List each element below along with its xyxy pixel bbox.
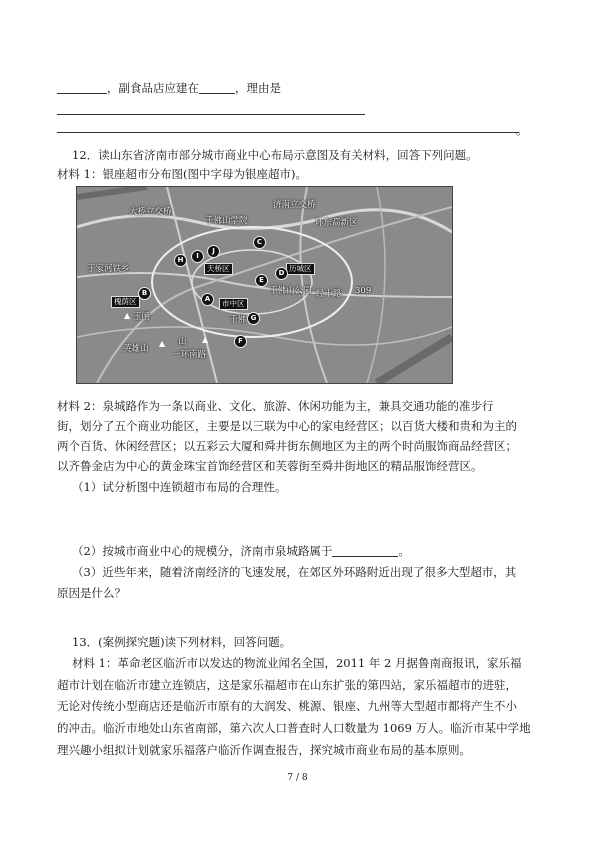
- pin-J[interactable]: J: [207, 245, 220, 258]
- answer-blank[interactable]: [332, 544, 398, 557]
- label-qianfo-xueyuan: 千佛山学院: [205, 216, 248, 226]
- q13-line-5: 理兴趣小组拟计划就家乐福落户临沂作调查报告，探究城市商业布局的基本原则。: [57, 743, 471, 757]
- answer-blank[interactable]: [57, 81, 107, 94]
- sub-question-1: （1）试分析图中连锁超市布局的合理性。: [72, 480, 287, 494]
- label-yuji: 于家河铁乡: [87, 264, 130, 274]
- pin-G[interactable]: G: [247, 312, 260, 325]
- label-qianfo: 千佛: [229, 315, 247, 325]
- sub-question-3-line-1: （3）近些年来，随着济南经济的飞速发展，在郊区外环路附近出现了很多大型超市，其: [72, 565, 517, 579]
- q13-intro: 13．(案例探究题)读下列材料，回答问题。: [72, 635, 292, 649]
- pin-I[interactable]: I: [191, 250, 204, 263]
- pin-A[interactable]: A: [201, 293, 214, 306]
- q13-line-3: 无论对传统小型商店还是临沂市原有的大润发、桃源、银座、九州等大型超市都将产生不小: [57, 699, 517, 713]
- pin-F[interactable]: F: [234, 335, 247, 348]
- label-shizhong: 市中区: [219, 298, 248, 310]
- material-2-line-3: 两个百货、休闲经营区；以五彩云大厦和舜井街东侧地区为主的两个时尚服饰商品经营区；: [57, 439, 517, 453]
- label-yingxiong: 英雄山: [123, 344, 149, 354]
- end-mark: 。: [516, 123, 528, 137]
- label-s309: 309: [355, 286, 372, 296]
- label-qianfo-park: 千佛山公园: [269, 286, 312, 296]
- sub-question-2: （2）按城市商业中心的规模分，济南市泉城路属于 。: [72, 544, 410, 558]
- mountain-icon: ▲: [124, 311, 131, 320]
- label-jinan-station: 济南立交桥: [273, 200, 316, 210]
- q13-line-2: 超市计划在临沂市建立连锁店，这是家乐福超市在山东扩张的第四站，家乐福超市的进驻，: [57, 678, 517, 692]
- label-road: 经十路: [316, 289, 342, 299]
- label-tianqiao: 天桥区: [204, 263, 233, 275]
- answer-line-1: ，副食品店应建在 ，理由是: [57, 80, 281, 96]
- q13-line-1: 材料 1：革命老区临沂市以发达的物流业闻名全国，2011 年 2 月据鲁南商报讯，家乐福: [72, 656, 522, 670]
- label-huaiyin: 槐荫区: [111, 296, 140, 308]
- material-2-line-4: 以齐鲁金店为中心的黄金珠宝首饰经营区和芙蓉街至舜井街地区的精品服饰经营区。: [57, 459, 483, 473]
- label-sanyang: 一环南路: [172, 350, 207, 360]
- pin-H[interactable]: H: [174, 254, 187, 267]
- mountain-icon: ▲: [202, 335, 209, 344]
- label-daqiao: 大桥立交桥: [129, 207, 172, 217]
- answer-blank[interactable]: [199, 81, 235, 94]
- sub-question-3-line-2: 原因是什么？: [57, 586, 126, 600]
- answer-rule[interactable]: [57, 132, 519, 133]
- label-lixia: 历城区: [286, 263, 315, 275]
- material-2-line-1: 材料 2：泉城路作为一条以商业、文化、旅游、休闲功能为主，兼具交通功能的准步行: [57, 399, 494, 413]
- material-1: 材料 1：银座超市分布图(图中字母为银座超市)。: [57, 167, 307, 181]
- answer-rule[interactable]: [57, 114, 365, 115]
- label-yuhan: 玉函: [133, 312, 151, 322]
- page-number: 7 / 8: [287, 773, 308, 783]
- pin-C[interactable]: C: [253, 236, 266, 249]
- q13-line-4: 的冲击。临沂市地处山东省南部，第六次人口普查时人口数量为 1069 万人。临沂市某中学地: [57, 721, 531, 735]
- pin-B[interactable]: B: [138, 287, 151, 300]
- q12-intro: 12．读山东省济南市部分城市商业中心布局示意图及有关材料，回答下列问题。: [72, 148, 478, 162]
- material-2-line-2: 街，划分了五个商业功能区，主要是以三联为中心的家电经营区；以百货大楼和贵和为主的: [57, 419, 517, 433]
- supermarket-map: [76, 186, 453, 384]
- pin-D[interactable]: D: [275, 267, 288, 280]
- pin-E[interactable]: E: [255, 274, 268, 287]
- label-huanshan: 环东高新区: [315, 218, 358, 228]
- label-shanhou: 山: [178, 337, 187, 347]
- mountain-icon: ▲: [159, 339, 166, 348]
